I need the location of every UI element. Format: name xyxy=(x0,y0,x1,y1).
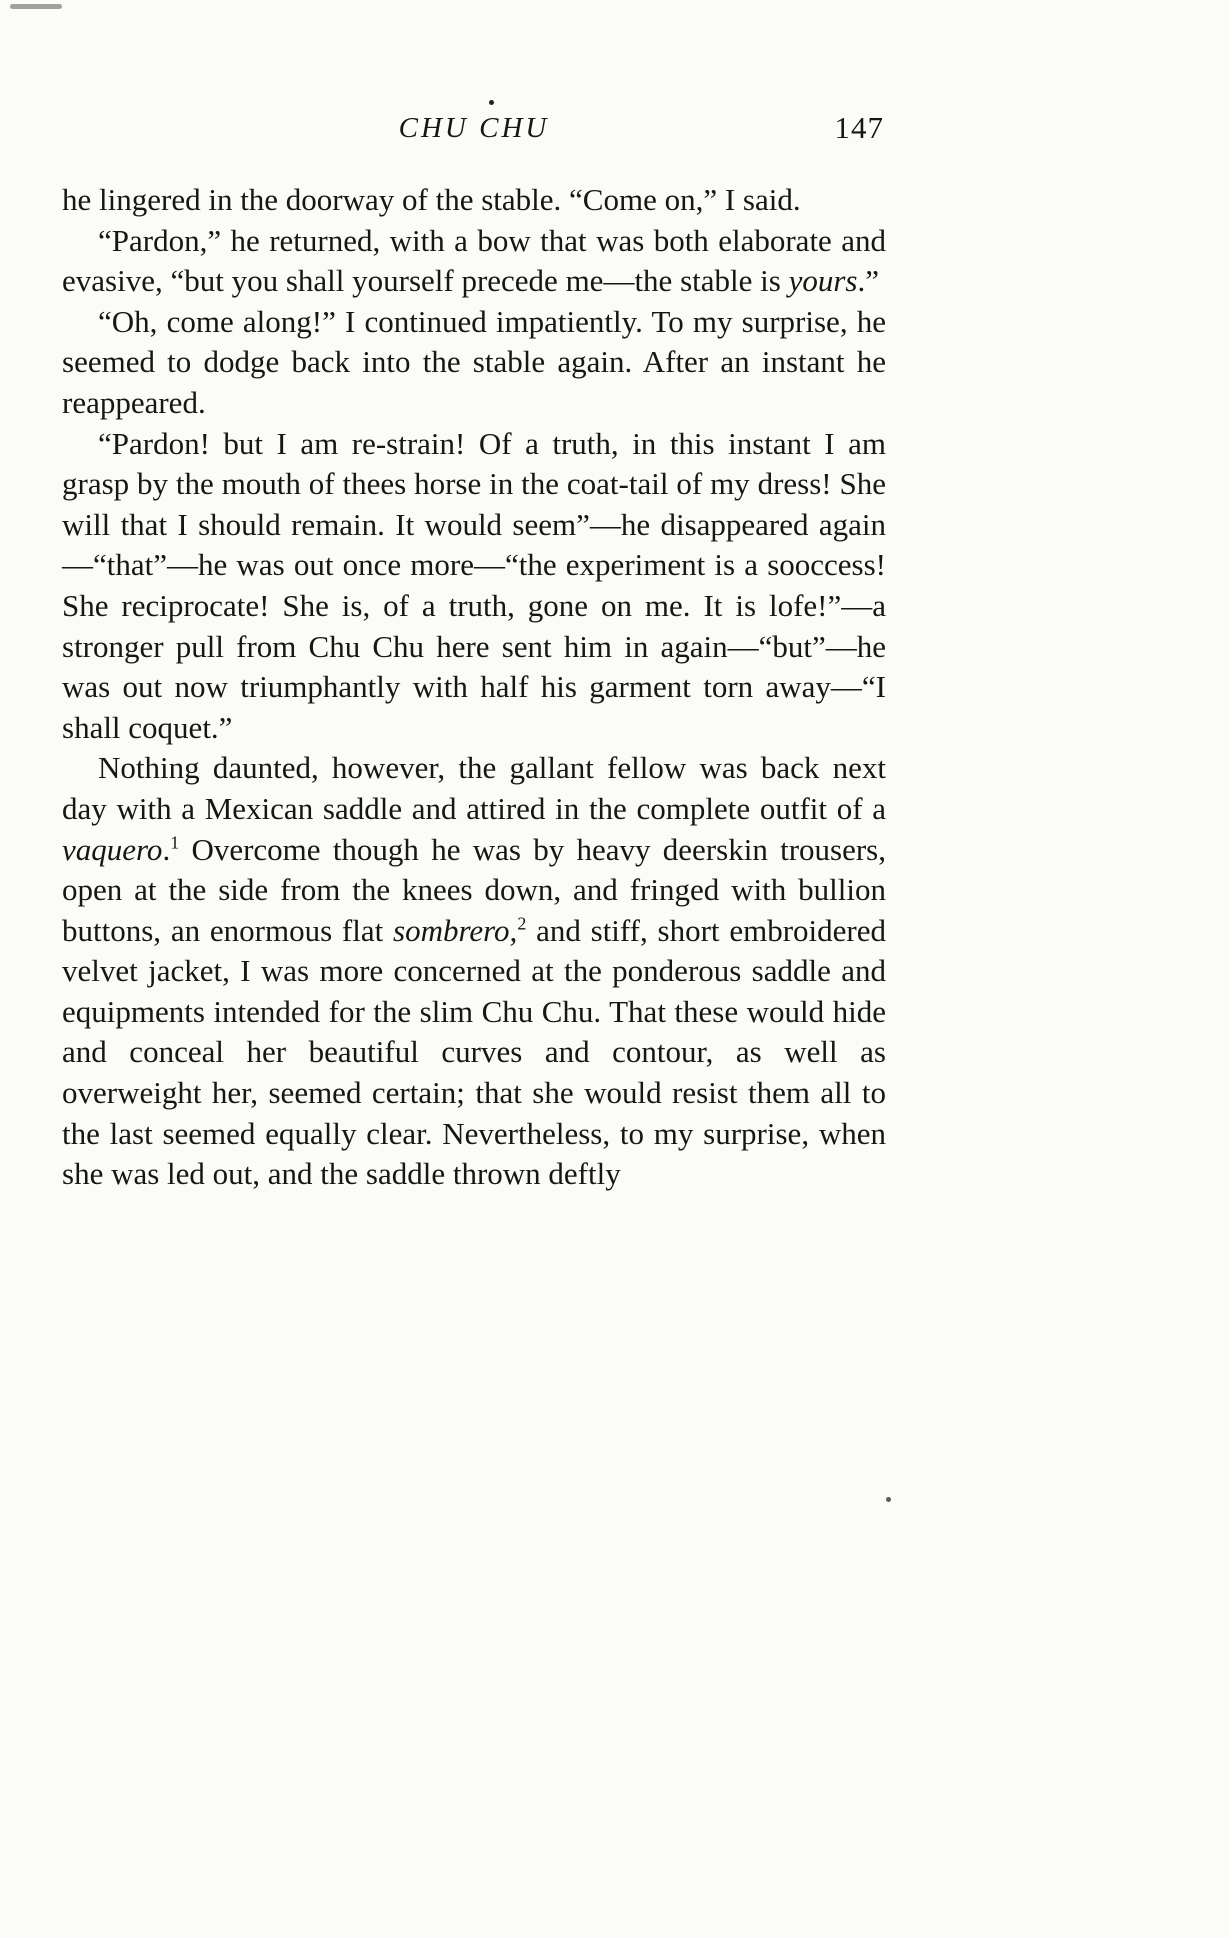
text-segment: .” xyxy=(857,263,879,299)
paragraph-4 xyxy=(62,424,886,749)
text-segment-italic: yours xyxy=(788,263,858,299)
footnote-marker-2: 2 xyxy=(517,913,527,934)
text-segment: “Oh, come along!” I continued impatiently. To my surprise, he seemed to dodge back into the stable again. After an instant he reappeared. xyxy=(62,303,886,420)
text-segment-italic: vaquero xyxy=(62,831,163,867)
text-segment: Nothing daunted, however, the gallant fellow was back next day with a Mexican saddle and attired in the complete outfit of a xyxy=(62,750,886,826)
text-segment: and stiff, short embroidered velvet jacket, I was more concerned at the ponderous saddle and equipments intended for the slim Chu Chu. That these would hide and conceal her beautiful curves and contour, as well as overweight her, seemed certain; that she would resist them all to the last seemed equally clear. Nevertheless, to my surprise, when she was led out, and the saddle thrown deftly xyxy=(62,912,886,1192)
text-segment: Overcome though he was by heavy deerskin trousers, open at the side from the knees down, and fringed with bullion buttons, an enormous flat xyxy=(62,831,886,948)
running-header xyxy=(62,112,886,156)
scan-artifact-dot-bottom xyxy=(886,1497,891,1502)
paragraph-5 xyxy=(62,748,886,1195)
running-header-title: CHU CHU xyxy=(398,112,550,144)
text-segment: “Pardon! but I am re-strain! Of a truth, in this instant I am grasp by the mouth of thees horse in the coat-tail of my dress! She will that I should remain. It would seem”—he disappeared again—“that”—he was out once more—“the experiment is a sooccess! She reciprocate! She is, of a truth, gone on me. It is lofe!”—a stronger pull from Chu Chu here sent him in again—“but”—he was out now triumphantly with half his garment torn away—“I shall coquet.” xyxy=(62,425,886,745)
text-segment-italic: sombrero, xyxy=(393,912,518,948)
paragraph-1 xyxy=(62,180,886,221)
paragraph-2 xyxy=(62,221,886,302)
page-number: 147 xyxy=(834,110,884,145)
scan-artifact-top-left xyxy=(10,4,62,9)
text-segment: he lingered in the doorway of the stable. “Come on,” I said. xyxy=(62,182,801,217)
text-segment: . xyxy=(162,831,171,867)
text-column xyxy=(62,112,886,1195)
scan-artifact-dot xyxy=(489,100,494,105)
body-text xyxy=(62,180,886,1195)
text-segment: “Pardon,” he returned, with a bow that was both elaborate and evasive, “but you shall yourself precede me—the stable is xyxy=(62,222,886,299)
paragraph-3 xyxy=(62,302,886,424)
footnote-marker-1: 1 xyxy=(170,832,180,853)
